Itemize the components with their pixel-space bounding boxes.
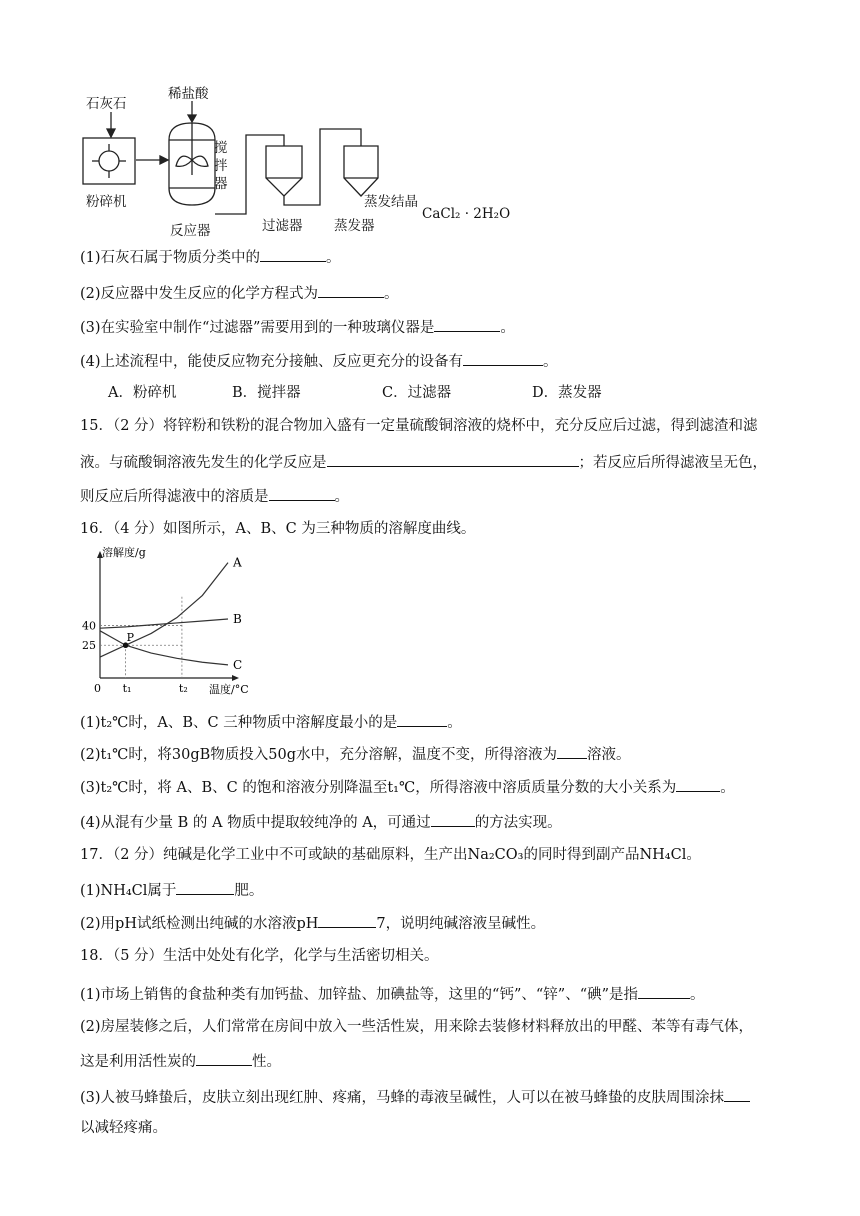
limestone-label: 石灰石 (86, 96, 127, 112)
origin-label: 0 (94, 682, 101, 695)
filter-label: 过滤器 (262, 218, 303, 234)
q15-l3-end: 。 (334, 489, 349, 505)
q16-p4-end: 的方法实现。 (474, 815, 562, 831)
y-tick-label: 40 (82, 619, 96, 633)
answer-blank (196, 1050, 252, 1066)
q14-part2 (80, 282, 399, 304)
crystallize-label: 蒸发结晶 (364, 194, 418, 210)
q16-p1-end: 。 (447, 715, 462, 731)
q18-part2-line1: (2)房屋装修之后，人们常常在房间中放入一些活性炭，用来除去装修材料释放出的甲醛、苯等有毒气体， (80, 1019, 754, 1035)
q15-line1: 15．（2 分）将锌粉和铁粉的混合物加入盛有一定量硫酸铜溶液的烧杯中，充分反应后过滤，得到滤渣和滤 (80, 418, 758, 434)
series-label-a: A (233, 555, 242, 570)
answer-blank (434, 316, 500, 332)
q14-part3 (80, 316, 515, 338)
q14-p3-end: 。 (500, 320, 515, 336)
chart-series (100, 563, 228, 665)
q14-options (108, 383, 602, 403)
chart-axes (97, 551, 239, 681)
q18-p2-text: 这是利用活性炭的 (80, 1054, 196, 1070)
y-tick-label: 25 (82, 639, 96, 653)
q16-p1-text: (1)t₂℃时，A、B、C 三种物质中溶解度最小的是 (80, 715, 398, 731)
series-label-c: C (233, 657, 243, 672)
q16-p2-end: 溶液。 (587, 747, 631, 763)
answer-blank (431, 811, 475, 827)
q18-p3-text: (3)人被马蜂蛰后，皮肤立刻出现红肿、疼痛，马蜂的毒液呈碱性，人可以在被马蜂蛰的皮肤周围涂抹 (80, 1090, 725, 1106)
x-tick-label-t2: t₂ (178, 682, 188, 695)
q17-part1 (80, 879, 263, 901)
answer-blank (676, 776, 720, 792)
y-axis-title: 溶解度/g (102, 546, 146, 559)
dilute-hcl-label: 稀盐酸 (168, 86, 209, 102)
q14-p3-text: (3)在实验室中制作“过滤器”需要用到的一种玻璃仪器是 (80, 320, 435, 336)
q16-p3-end: 。 (720, 780, 735, 796)
q14-p1-end: 。 (326, 250, 341, 266)
answer-blank (463, 350, 543, 366)
answer-blank (397, 711, 447, 727)
q16-part3 (80, 776, 735, 798)
answer-blank (176, 879, 234, 895)
q18-part1 (80, 983, 705, 1005)
q18-p1-end: 。 (690, 987, 705, 1003)
crusher-label: 粉碎机 (86, 194, 127, 210)
option-a: A．粉碎机 (108, 385, 177, 401)
q17-intro: 17．（2 分）纯碱是化学工业中不可或缺的基础原料，生产出Na₂CO₃的同时得到副产品NH₄Cl。 (80, 847, 701, 863)
option-c: C．过滤器 (382, 385, 452, 401)
q16-part4 (80, 811, 562, 833)
answer-blank (638, 983, 690, 999)
answer-blank (557, 743, 587, 759)
option-d: D．蒸发器 (532, 385, 602, 401)
q14-p1-text: (1)石灰石属于物质分类中的 (80, 250, 261, 266)
x-tick-label-t1: t₁ (122, 682, 132, 695)
q18-part3-line2: 以减轻疼痛。 (80, 1120, 167, 1136)
q16-part2 (80, 743, 631, 765)
q14-p4-text: (4)上述流程中，能使反应物充分接触、反应更充分的设备有 (80, 354, 464, 370)
x-axis-title: 温度/°C (209, 683, 249, 695)
q15-l2-end: ；若反应后所得滤液呈无色， (578, 455, 767, 471)
x-axis-arrow (232, 675, 239, 681)
answer-blank (269, 485, 335, 501)
q16-p2-text: (2)t₁℃时，将30gB物质投入50g水中，充分溶解，温度不变，所得溶液为 (80, 747, 558, 763)
q14-part4 (80, 350, 558, 372)
q17-p2-end: 7，说明纯碱溶液呈碱性。 (376, 916, 546, 932)
answer-blank (260, 246, 326, 262)
q17-p2-text: (2)用pH试纸检测出纯碱的水溶液pH (80, 916, 319, 932)
series-label-b: B (233, 612, 242, 626)
option-b: B．搅拌器 (232, 385, 301, 401)
point-label-p: P (126, 631, 135, 645)
q18-part2-line2 (80, 1050, 281, 1072)
series-line-a (100, 563, 228, 657)
stirrer-char-3: 器 (214, 176, 228, 192)
q16-p4-text: (4)从混有少量 B 的 A 物质中提取较纯净的 A，可通过 (80, 815, 431, 831)
series-line-b (100, 619, 228, 628)
q15-l2-text: 液。与硫酸铜溶液先发生的化学反应是 (80, 455, 327, 471)
q18-part3-line1 (80, 1086, 750, 1108)
q14-p2-text: (2)反应器中发生反应的化学方程式为 (80, 286, 319, 302)
solubility-chart (80, 545, 280, 695)
q17-p1-text: (1)NH₄Cl属于 (80, 883, 177, 899)
q14-p4-end: 。 (543, 354, 558, 370)
flow-lines (0, 0, 860, 240)
q18-p2-end: 性。 (252, 1054, 281, 1070)
q15-l3-text: 则反应后所得滤液中的溶质是 (80, 489, 269, 505)
q17-p1-end: 肥。 (234, 883, 264, 899)
answer-blank (327, 451, 579, 467)
answer-blank (724, 1086, 750, 1102)
q17-part2 (80, 912, 545, 934)
stirrer-char-2: 拌 (214, 158, 228, 174)
reactor-label: 反应器 (170, 223, 211, 239)
q15-line2 (80, 451, 767, 473)
q16-p3-text: (3)t₂℃时，将 A、B、C 的饱和溶液分别降温至t₁℃，所得溶液中溶质质量分数的大小关系为 (80, 780, 677, 796)
answer-blank (318, 282, 384, 298)
q14-p2-end: 。 (384, 286, 399, 302)
q18-intro: 18．（5 分）生活中处处有化学，化学与生活密切相关。 (80, 948, 439, 964)
q18-p1-text: (1)市场上销售的食盐种类有加钙盐、加锌盐、加碘盐等，这里的“钙”、“锌”、“碘”是指 (80, 987, 639, 1003)
stirrer-char-1: 搅 (214, 140, 228, 156)
q16-intro: 16．（4 分）如图所示，A、B、C 为三种物质的溶解度曲线。 (80, 521, 476, 537)
answer-blank (318, 912, 376, 928)
q16-part1 (80, 711, 462, 733)
product-formula: CaCl₂ · 2H₂O (422, 206, 511, 222)
q14-part1 (80, 246, 341, 268)
q15-line3 (80, 485, 349, 507)
evaporator-label: 蒸发器 (334, 218, 375, 234)
